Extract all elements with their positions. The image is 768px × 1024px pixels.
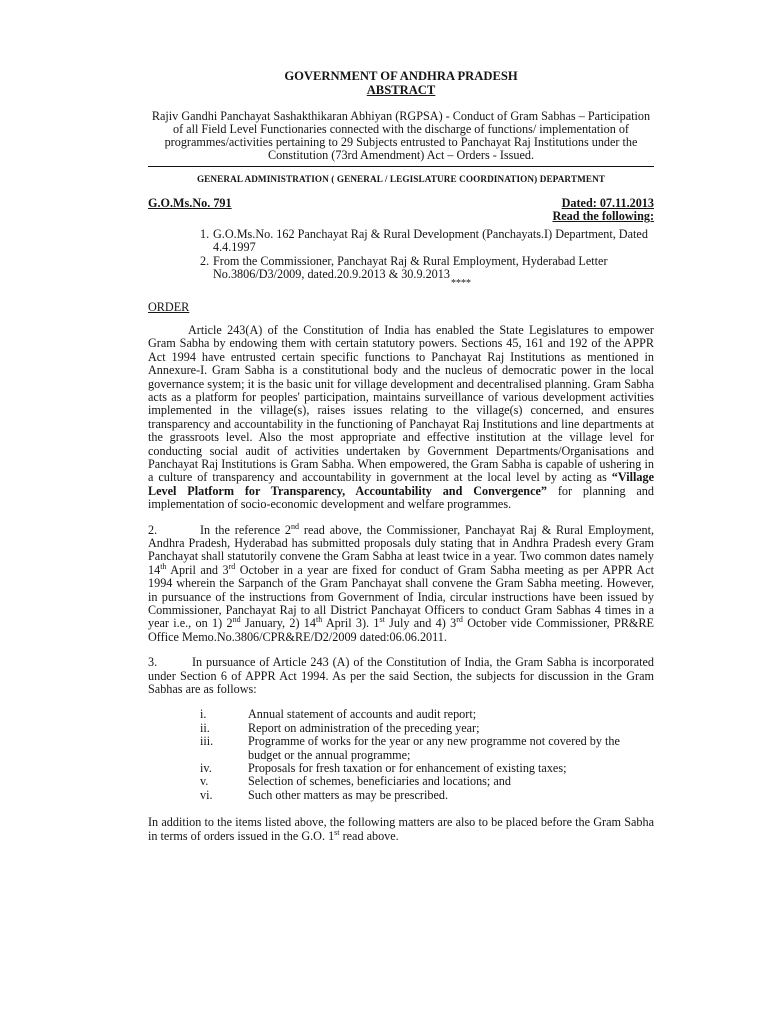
order-heading: ORDER [148, 300, 190, 315]
list-item [200, 735, 654, 762]
reference-item [200, 255, 654, 282]
list-item [200, 775, 654, 788]
ordinal-suffix: st [379, 615, 385, 625]
para2-text: April 3). 1 [322, 616, 380, 631]
para2-text: July and 4) 3 [384, 616, 457, 631]
para1-text-b: for planning and implementation of socio-economic development and welfare programmes. [148, 483, 654, 512]
para2-text: January, 2) 14 [240, 616, 316, 631]
list-item [200, 722, 654, 735]
roman-numeral: v. [200, 774, 209, 789]
para2-text: In the reference 2 [200, 522, 292, 537]
ordinal-suffix: rd [456, 615, 463, 625]
gram-sabha-subject-list [200, 708, 654, 802]
para3-text: In pursuance of Article 243 (A) of the Constitution of India, the Gram Sabha is incorporated under Section 6 of APPR Act 1994. As per the said Section, the subjects for discussion in the Gram Sabhas are as follows: [148, 655, 654, 697]
go-header-row [148, 197, 654, 224]
roman-numeral: iv. [200, 761, 212, 776]
para2-number: 2. [148, 522, 158, 537]
ordinal-suffix: th [160, 561, 167, 571]
list-item-text: Annual statement of accounts and audit report; [248, 707, 477, 722]
reference-item [200, 228, 654, 255]
roman-numeral: vi. [200, 787, 213, 802]
closing-text: read above. [339, 828, 399, 843]
list-item-text: Report on administration of the preceding year; [248, 720, 480, 735]
reference-text: From the Commissioner, Panchayat Raj & Rural Employment, Hyderabad Letter No.3806/D3/2009, dated.20.9.2013 & 30.9.2013 [213, 253, 608, 282]
go-number: G.O.Ms.No. 791 [148, 196, 232, 211]
roman-numeral: iii. [200, 734, 214, 749]
ordinal-suffix: rd [228, 561, 236, 571]
ordinal-suffix: st [334, 827, 340, 837]
subject-text: Rajiv Gandhi Panchayat Sashakthikaran Abhiyan (RGPSA) - Conduct of Gram Sabhas – Participation of all Field Level Functionaries connected with the discharge of functions/ implementation of programmes/activities pertaining to 29 Subjects entrusted to Panchayat Raj Institutions under the Constitution (73rd Amendment) Act – Orders - Issued. [151, 108, 651, 163]
para1-bold-phrase: “Village Level Platform for Transparency, Accountability and Convergence” [148, 470, 654, 498]
reference-number: 2. [200, 253, 210, 268]
list-item-text: Selection of schemes, beneficiaries and locations; and [248, 774, 511, 789]
abstract-title: ABSTRACT [366, 83, 436, 98]
list-item [200, 762, 654, 775]
list-item [200, 708, 654, 721]
para2-text: read above, the Commissioner, Panchayat Raj & Rural Employment, Andhra Pradesh, Hyderabad has submitted proposals duly stating that in Andhra Pradesh every Gram Panchayat shall statutorily convene the Gram Sabha at least twice in a year. Two common dates namely 14 [148, 522, 654, 577]
roman-numeral: ii. [200, 720, 210, 735]
reference-text: G.O.Ms.No. 162 Panchayat Raj & Rural Development (Panchayats.I) Department, Dated 4.4.1997 [213, 226, 648, 255]
closing-paragraph [148, 816, 654, 843]
ordinal-suffix: nd [291, 521, 300, 531]
divider-line [148, 166, 654, 167]
paragraph-1 [148, 324, 654, 512]
list-item [200, 789, 654, 802]
paragraph-2 [148, 521, 654, 645]
paragraph-3 [148, 656, 654, 696]
government-title: GOVERNMENT OF ANDHRA PRADESH [284, 69, 518, 83]
para2-text: October vide Commissioner, PR&RE Office Memo.No.3806/CPR&RE/D2/2009 dated:06.06.2011. [148, 616, 654, 644]
para2-text: April and 3 [166, 562, 229, 577]
closing-text: In addition to the items listed above, the following matters are also to be placed before the Gram Sabha in terms of orders issued in the G.O. 1 [148, 815, 654, 843]
go-date-block [552, 197, 654, 224]
read-following: Read the following: [552, 209, 654, 224]
go-date: Dated: 07.11.2013 [561, 196, 654, 211]
para2-text: October in a year are fixed for conduct of Gram Sabha meeting as per APPR Act 1994 wherein the Sarpanch of the Gram Panchayat shall convene the Gram Sabha meeting. However, in pursuance of the instructions from Government of India, circular instructions have been issued by Commissioner, Panchayat Raj to all District Panchayat Officers to conduct Gram Sabhas 4 times in a year i.e., on 1) 2 [148, 562, 654, 631]
ordinal-suffix: nd [232, 615, 241, 625]
para1-text-a: Article 243(A) of the Constitution of India has enabled the State Legislatures to empower Gram Sabha by endowing them with certain statutory powers. Sections 45, 161 and 192 of the APPR Act 1994 have entrusted certain specific functions to Panchayat Raj Institutions as mentioned in Annexure-I. Gram Sabha is a constitutional body and the nucleus of democratic power in the local governance system; it is the basic unit for village development and decentralised planning. Gram Sabha acts as a platform for peoples' participation, maintains surveillance of various development activities implemented in the village(s), raises issues relating to the village(s) concerned, and ensures transparency and accountability in the functioning of Panchayat Raj Institutions and line departments at the grassroots level. Also the most appropriate and effective institution at the village level for conducting social audit of activities undertaken by Government Departments/Organisations and Panchayat Raj Institutions is Gram Sabha. When empowered, the Gram Sabha is capable of ushering in a culture of transparency and accountability in government at the local level by acting as [148, 322, 654, 485]
list-item-text: Programme of works for the year or any new programme not covered by the budget or the annual programme; [248, 734, 620, 762]
list-item-text: Proposals for fresh taxation or for enhancement of existing taxes; [248, 761, 567, 776]
roman-numeral: i. [200, 707, 207, 722]
list-item-text: Such other matters as may be prescribed. [248, 787, 449, 802]
separator-stars: **** [451, 278, 471, 290]
ordinal-suffix: th [316, 615, 323, 625]
reference-list [200, 228, 654, 282]
department-name: GENERAL ADMINISTRATION ( GENERAL / LEGISLATURE COORDINATION) DEPARTMENT [196, 173, 606, 184]
reference-number: 1. [200, 226, 210, 241]
para3-number: 3. [148, 655, 158, 670]
